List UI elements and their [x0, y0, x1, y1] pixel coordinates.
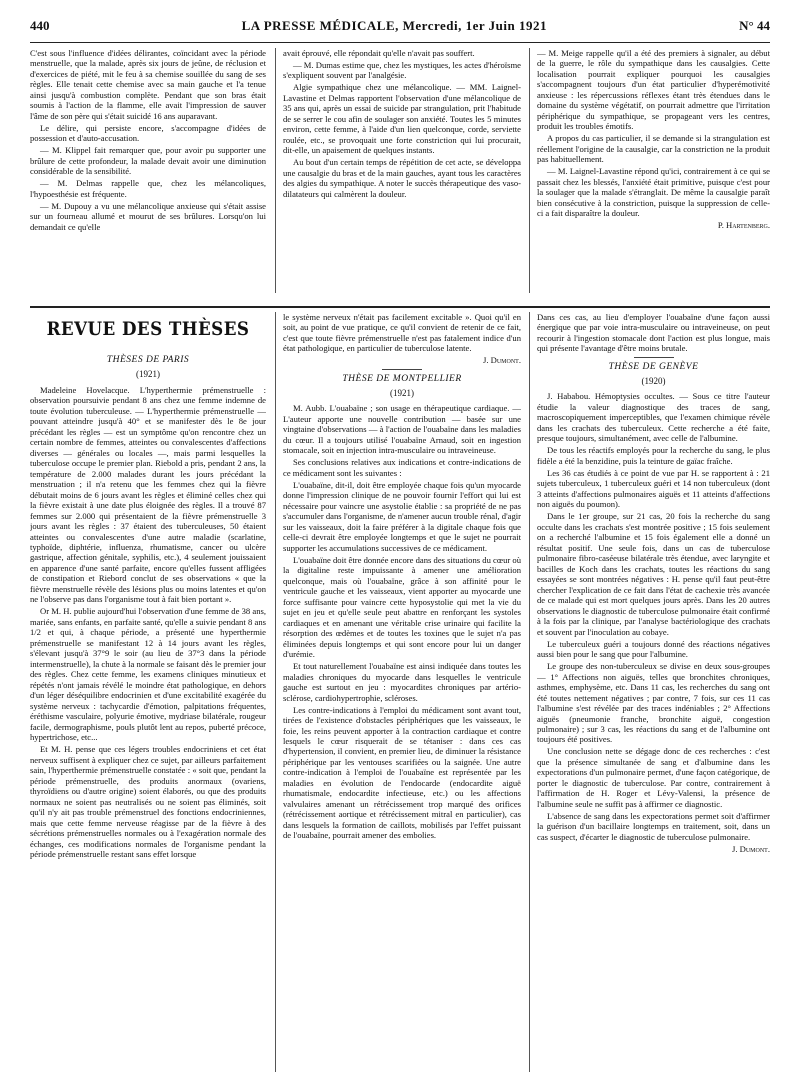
signature: J. Dumont.: [732, 843, 770, 854]
paragraph: A propos du cas particulier, il se demande si la strangulation est réellement l'origine de la causalgie, car la constriction ne la produit pas habituellement.: [537, 133, 770, 165]
subsection-heading: THÈSES DE PARIS: [106, 355, 190, 366]
paragraph: — M. Laignel-Lavastine répond qu'ici, contrairement à ce qui se passait chez les blessés, l'anxiété était primitive, puisque c'est pour la soulager que la malade s'étranglait. De même la causalgie paraît bien consécutive à la constriction, puisque la suppression de celle-ci a fait disparaître la douleur.: [537, 166, 770, 219]
column-divider: [275, 312, 276, 1072]
subsection-heading: THÈSE DE MONTPELLIER: [342, 373, 462, 384]
paragraph: Le groupe des non-tuberculeux se divise en deux sous-groupes — 1° Affections non aiguës, telles que bronchites chroniques, asthmes, emphysème, etc. Dans 11 cas, les recherches du sang ont été toutes nettement négatives ; par contre, 7 fois, sur ces 11 cas l'albumine s'est révélée par des traces indéniables ; 2° Affections aiguës (pneumonie franche, bronchite aiguë, congestion pulmonaire) ; sur 3 cas, les réactions du sang et de l'albumine ont toujours été positives.: [537, 661, 770, 745]
top-column-1: [30, 48, 266, 298]
paragraph: Et M. H. pense que ces légers troubles endocriniens et cet état nerveux suffisent à expliquer chez ce sujet, par ailleurs parfaitement sain, l'hyperthermie prémenstruelle constatée : « soit que, pendant la période prémenstruelle, des produits anormaux (ovariens, thyroïdiens ou d'autre origine) soient élaborés, ou que des produits normaux ne soient pas neutralisés ou ne soient pas éliminés, soit qu'il n'y ait pas trouble prémenstruel des fonctions endocriniennes, mais que cette femme nerveuse réagisse par de la fièvre à des sécrétions prémenstruelles normales ou à l'exagération normale des échanges, ces modifications normales de l'organisme pendant la période prémenstruelle restant sans effet lorsque: [30, 744, 266, 860]
paragraph: Le délire, qui persiste encore, s'accompagne d'idées de possession et d'auto-accusation.: [30, 122, 266, 144]
paragraph: — M. Meige rappelle qu'il a été des premiers à signaler, au début de la guerre, le rôle du sympathique dans les causalgies. Cette localisation pourrait expliquer pourquoi les causalgies s'accompagnent toujours d'un état particulier d'hyperémotivité anxieuse : les répercussions réflexes étant très étendues dans le domaine du système végétatif, on pourrait admettre que l'irritation périphérique du sympathique, se propageant vers les centres, produit les troubles émotifs.: [537, 48, 770, 132]
journal-title: LA PRESSE MÉDICALE, Mercredi, 1er Juin 1921: [241, 18, 547, 33]
paragraph: — M. Delmas rappelle que, chez les mélancoliques, l'hypoesthésie est fréquente.: [30, 178, 266, 199]
subsection-year: (1921): [136, 368, 160, 379]
paragraph: Le tuberculeux guéri a toujours donné des réactions négatives aussi bien pour le sang que pour l'albumine.: [537, 638, 770, 660]
subsection-heading: THÈSE DE GENÈVE: [608, 361, 699, 372]
top-column-2: [283, 48, 521, 298]
section-rule: [30, 306, 770, 308]
paragraph: L'absence de sang dans les expectorations permet soit d'affirmer la guérison d'un bacillaire longtemps en traitement, soit, dans un cas suspect, d'écarter le diagnostic de tuberculose pulmonaire.: [537, 810, 770, 842]
paragraph: Et tout naturellement l'ouabaïne est ainsi indiquée dans toutes les maladies chroniques du myocarde dans lesquelles le ventricule gauche est surtout en jeu : myocardites chroniques par artério-sclérose, cardiohypertrophie, scléroses.: [283, 661, 521, 703]
section-title: REVUE DES THÈSES: [46, 318, 250, 340]
paragraph: Une conclusion nette se dégage donc de ces recherches : c'est que la présence simultanée de sang et d'albumine dans les expectorations d'un pulmonaire permet, d'une façon catégorique, de porter le diagnostic de tuberculose. Par contre, contrairement à l'affirmation de H. Roger et Lévy-Valensi, la présence de l'albumine seule ne suffit pas à affirmer ce diagnostic.: [537, 746, 770, 809]
theses-column-1: [30, 312, 266, 1072]
page-header: [30, 18, 770, 40]
paragraph: De tous les réactifs employés pour la recherche du sang, le plus fidèle a été la benzidine, puis la teinture de gaïac fraîche.: [537, 445, 770, 466]
top-column-3: [537, 48, 770, 303]
header-rule: [30, 42, 770, 43]
paragraph: Les 36 cas étudiés à ce point de vue par H. se rapportent à : 21 sujets tuberculeux, 1 tuberculeux guéri et 14 non tuberculeux (dont 3 atteints d'affections pulmonaires aiguës et 11 atteints d'affections non aiguës du poumon).: [537, 467, 770, 510]
paragraph: J. Hababou. Hémoptysies occultes. — Sous ce titre l'auteur étudie la valeur diagnostique des traces de sang, macroscopiquement imperceptibles, que l'examen chimique révèle dans les crachats des tuberculeux. Cette recherche a été faite, presque toujours, simultanément, avec celle de l'albumine.: [537, 391, 770, 444]
paragraph: — M. Dupouy a vu une mélancolique anxieuse qui s'était assise sur un fourneau allumé et mourut de ses brûlures. Lorsqu'on lui demandait ce qu'elle: [30, 200, 266, 232]
paragraph: Au bout d'un certain temps de répétition de cet acte, se développa une causalgie du bras et de la main gauches, ayant tous les caractères des algies du sympathique. A noter le succès thérapeutique des vaso-dilatateurs qui calmèrent la douleur.: [283, 157, 521, 199]
paragraph: — M. Klippel fait remarquer que, pour avoir pu supporter une brûlure de cette profondeur, la malade devait avoir une diminution considérable de la sensibilité.: [30, 145, 266, 177]
paragraph: Dans ces cas, au lieu d'employer l'ouabaïne d'une façon aussi énergique que par voie intra-musculaire ou intraveineuse, on peut recourir à l'ingestion stomacale dont l'action est plus longue, mais qui présente l'avantage d'être moins brutale.: [537, 312, 770, 354]
subsection-year: (1920): [641, 375, 666, 386]
paragraph: Algie sympathique chez une mélancolique. — MM. Laignel-Lavastine et Delmas rapportent l'observation d'une mélancolique de 35 ans qui, après un essai de suicide par strangulation, prit l'habitude de se serrer le cou afin de soulager son anxiété. Toutes les 5 minutes environ, cette femme, à l'aide d'un lien quelconque, corde, serviette roulée, etc., se provoquait une forte constriction qui lui procurait, dit-elle, un apaisement de quelques instants.: [283, 82, 521, 156]
divider: [382, 369, 422, 370]
theses-column-2: [283, 312, 521, 1072]
paragraph: Or M. H. publie aujourd'hui l'observation d'une femme de 38 ans, mariée, sans enfants, en parfaite santé, qu'elle a suivie pendant 8 ans 1/2 et qui, à chaque période, a présenté une hyperthermie prémenstruelle se manifestant 12 à 14 jours avant les règles, s'élevant jusqu'à 37°9 le soir (au lieu de 37°3 dans la période intermenstruelle), la chute à la normale se faisant dès le premier jour des règles. Chez cette femme, les examens cliniques minutieux et répétés n'ont jamais révélé le moindre état pathologique, en dehors d'un léger déséquilibre endocrinien et d'une excitabilité exagérée du système nerveux : tachycardie d'émotion, palpitations fréquentes, éréthisme vasculaire, polyurie émotive, mydriase bilatérale, rougeur facile, dermographisme, pouls plutôt lent au repos, puberté précoce, hypertrichose, etc...: [30, 606, 266, 743]
paragraph: L'ouabaïne, dit-il, doit être employée chaque fois qu'un myocarde donne l'impression clinique de ne pouvoir fournir l'effort qui lui est nécessaire pour vaincre une asystolie établie : sa propriété de ne pas s'accumuler dans l'organisme, de n'amener aucun trouble rénal, d'agir sur les vaisseaux, doit la faire préférer à la digitale chaque fois que celle-ci devrait être employée longtemps et que le sujet ne pourrait supporter les accumulations successives de ce médicament.: [283, 479, 521, 553]
paragraph: Les contre-indications à l'emploi du médicament sont avant tout, tirées de l'existence d'obstacles périphériques que les vaisseaux, le foie, les reins peuvent apporter à la contraction cardiaque et contre lesquels le cœur risquerait de se tétaniser : dans ces cas d'hypertension, il convient, en premier lieu, de diminuer la résistance périphérique par les ventouses scarifiées ou la saignée. Une autre contre-indication à l'emploi de l'ouabaïne est représentée par les maladies en évolution de l'endocarde (endocardite aiguë rhumatismale, endocardite infectieuse, etc.) ou les affections valvulaires amenant un rétrécissement trop marqué des orifices (rétrécissement aortique et rétrécissement mitral en particulier), cas dans lesquels la formation de caillots, mobilisés par l'effet puissant de l'ouabaïne, pourrait amener des embolies.: [283, 704, 521, 841]
divider: [634, 357, 674, 358]
signature: J. Dumont.: [483, 355, 521, 366]
issue-number: N° 44: [739, 18, 770, 33]
paragraph: M. Aubb. L'ouabaïne ; son usage en thérapeutique cardiaque. — L'auteur apporte une nouvelle contribution — basée sur une vingtaine d'observations — à l'action de l'ouabaïne dans les maladies du cœur. Il a toujours utilisé l'ouabaïne Arnaud, soit en ingestion stomacale, soit en injection intra-musculaire ou intraveineuse.: [283, 403, 521, 456]
paragraph: le système nerveux n'était pas facilement excitable ». Quoi qu'il en soit, au point de vue pratique, ce qu'il convient de retenir de ce fait, c'est que toute fièvre prémenstruelle n'est pas fatalement indice d'un état pathologique, en particulier de tuberculose latente.: [283, 312, 521, 354]
page-number: 440: [30, 18, 50, 33]
paragraph: avait éprouvé, elle répondait qu'elle n'avait pas souffert.: [283, 48, 475, 58]
column-divider: [529, 48, 530, 293]
signature: P. Hartenberg.: [717, 220, 770, 231]
theses-column-3: [537, 312, 770, 1072]
paragraph: Ses conclusions relatives aux indications et contre-indications de ce médicament sont les suivantes :: [283, 457, 521, 478]
paragraph: L'ouabaïne doit être donnée encore dans des situations du cœur où la digitaline reste impuissante à amener une amélioration quelconque, mais où l'ouabaïne, grâce à son affinité pour le ventricule gauche et les vaisseaux, vient apporter au myocarde une force suffisante pour vaincre cette hyposystolie qui met la vie du sujet en jeu et qu'elle seule peut abattre en renforçant les systoles cardiaques et en amenant une véritable crise urinaire qui facilite la résorption des œdèmes et de toutes les toxines que le sujet n'a pas éliminées depuis longtemps et qui sont encore pour lui un danger d'urémie.: [283, 554, 521, 660]
paragraph: — M. Dumas estime que, chez les mystiques, les actes d'héroïsme s'expliquent souvent par l'analgésie.: [283, 59, 521, 81]
column-divider: [529, 312, 530, 1072]
paragraph: Madeleine Hovelacque. L'hyperthermie prémenstruelle : observation poursuivie pendant 8 ans chez une femme indemne de toute évolution tuberculeuse. — L'hyperthermie prémenstruelle — pouvant atteindre jusqu'à 40° et se manifester dès le 8e jour précédant les règles — est un symptôme qu'on rencontre chez un certain nombre de femmes, atteintes ou convalescentes d'affections diverses — générales ou locales —, mais parmi lesquelles la tuberculose occupe le premier plan. Riebold a pris, pendant 2 ans, la température de 2.000 malades durant les jours précédant la menstruation ; il n'a retenu que les femmes chez qui la fièvre débutait moins de 6 jours avant les règles et éliminé celles chez qui la fièvre existait à une date plus éloignée des règles. Il a trouvé 87 femmes sur 2.000 qui présentaient de la fièvre prémenstruelle 3 jours avant les règles : 37 étaient des tuberculeuses, 50 étaient atteintes ou convalescentes d'une autre maladie (scarlatine, typhoïde, diphtérie, influenza, rhumatisme, cancer ou ulcère gastrique, affection génitale, syphilis, etc.), 4 seulement jouissaient en apparence d'une santé parfaite, encore qu'elles fussent affligées de constipation et Riebord conclut de ses observations « que la fièvre menstruelle révèle des lésions plus ou moins latentes et qu'on ne l'observe pas dans l'organisme tout à fait bien portant ».: [30, 384, 266, 605]
subsection-year: (1921): [390, 387, 414, 398]
paragraph: C'est sous l'influence d'idées délirantes, coïncidant avec la période menstruelle, que la malade, après six jours de jeûne, de réclusion et d'exercices de piété, mit le feu à sa chemise souillée du sang de ses règles. Elle tenait cette chemise avec sa main gauche et l'a tenue ainsi jusqu'à combustion complète. Pendant que son bras était soumis à l'action de la flamme, elle avait l'impression de sauver l'âme de son père qui s'était suicidé 16 ans auparavant.: [30, 48, 266, 121]
paragraph: Dans le 1er groupe, sur 21 cas, 20 fois la recherche du sang occulte dans les crachats s'est montrée positive ; 15 fois seulement on a recherché l'albumine et 15 fois également elle a donné un résultat positif. Une seule fois, dans un cas de tuberculose pulmonaire fibro-caséeuse bilatérale très étendue, avec laryngite et bacilles de Koch dans les crachats, toutes les réactions du sang essayées se sont montrées négatives : H. pense qu'il faut peut-être chercher l'explication de ce fait dans l'état de cachexie très avancée de ce malade qui est mort quelques jours après. Dans les 20 autres observations le diagnostic de tuberculose pulmonaire était confirmé à la fois par la clinique, par l'analyse bactériologique des crachats et souvent par l'inoculation au cobaye.: [537, 511, 770, 637]
column-divider: [275, 48, 276, 293]
